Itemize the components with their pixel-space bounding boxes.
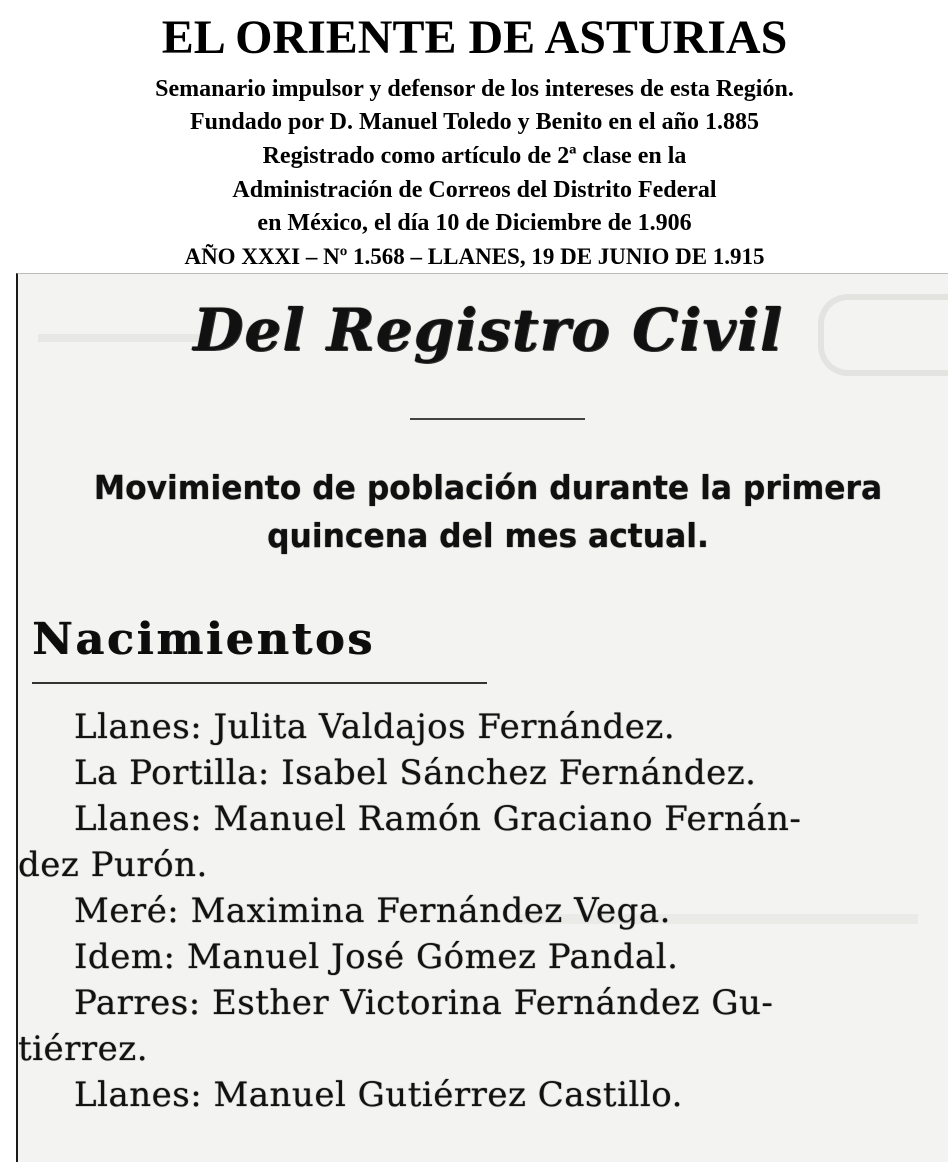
newspaper-title: EL ORIENTE DE ASTURIAS [161,11,788,64]
masthead [0,0,949,272]
list-item [18,888,948,934]
entry-text: Llanes: Manuel Gutiérrez Castillo. [74,1075,683,1115]
entry-text-continued: dez Purón. [18,845,208,885]
list-item [18,796,948,888]
entry-text-continued: tiérrez. [18,1029,149,1069]
births-heading: Nacimientos [32,614,375,665]
entry-text: Idem: Manuel José Gómez Pandal. [74,937,679,977]
issue-info: AÑO XXXI – Nº 1.568 – LLANES, 19 DE JUNIO DE 1.915 [184,244,765,269]
headline-line-2: quincena del mes actual. [267,516,709,555]
entry-text: Llanes: Manuel Ramón Graciano Fernán- [74,799,802,839]
newspaper-clipping [16,273,948,1162]
show-through-shape [818,294,948,376]
entry-text: La Portilla: Isabel Sánchez Fernández. [74,753,757,793]
list-item [18,934,948,980]
births-heading-rule [32,682,487,684]
births-list [18,704,948,1118]
list-item [18,750,948,796]
headline-line-1: Movimiento de población durante la primera [93,468,883,507]
list-item [18,704,948,750]
entry-text: Llanes: Julita Valdajos Fernández. [74,707,676,747]
article-headline [80,464,897,560]
list-item [18,1072,948,1118]
show-through-shape [38,294,208,342]
masthead-line-4: Administración de Correos del Distrito Federal [232,177,717,203]
list-item [18,980,948,1072]
title-divider [410,418,585,420]
entry-text: Parres: Esther Victorina Fernández Gu- [74,983,774,1023]
masthead-line-2: Fundado por D. Manuel Toledo y Benito en el año 1.885 [190,109,759,135]
masthead-line-1: Semanario impulsor y defensor de los intereses de esta Región. [155,76,794,102]
masthead-line-5: en México, el día 10 de Diciembre de 1.906 [257,210,692,236]
section-title: Del Registro Civil [193,296,783,364]
entry-text: Meré: Maximina Fernández Vega. [74,891,671,931]
masthead-line-3: Registrado como artículo de 2ª clase en la [262,143,687,169]
